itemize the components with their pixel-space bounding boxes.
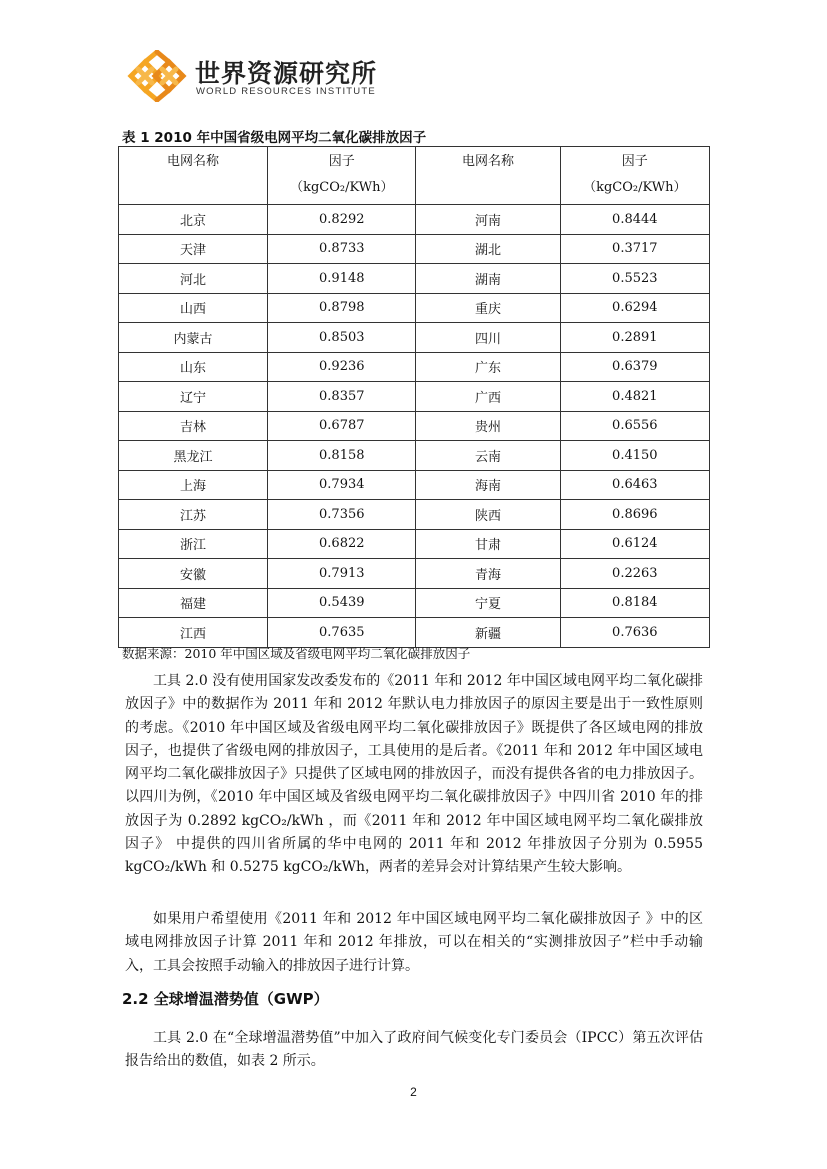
factor-value-a: 0.6787 xyxy=(268,411,416,441)
factor-value-a: 0.9148 xyxy=(268,264,416,294)
factor-value-a: 0.8158 xyxy=(268,441,416,471)
table-row xyxy=(119,293,710,323)
factor-value-a: 0.7356 xyxy=(268,500,416,530)
header-factor-b-label: 因子 xyxy=(621,154,648,169)
wri-logo xyxy=(125,50,378,102)
factor-value-a: 0.8357 xyxy=(268,382,416,412)
header-factor-a-label: 因子 xyxy=(328,154,355,169)
factor-value-a: 0.8798 xyxy=(268,293,416,323)
factor-value-a: 0.7635 xyxy=(268,618,416,648)
grid-name-a: 黑龙江 xyxy=(119,441,268,471)
factor-value-b: 0.6124 xyxy=(560,529,709,559)
factor-value-a: 0.7913 xyxy=(268,559,416,589)
grid-name-a: 北京 xyxy=(119,205,268,235)
body-paragraph-2: 如果用户希望使用《2011 年和 2012 年中国区域电网平均二氧化碳排放因子 》中的区域电网排放因子计算 2011 年和 2012 年排放，可以在相关的“实测排放因子”栏中手动输入，工具会按照手动输入的排放因子进行计算。 xyxy=(125,911,703,974)
grid-name-b: 云南 xyxy=(416,441,560,471)
grid-name-b: 广东 xyxy=(416,352,560,382)
table-row xyxy=(119,618,710,648)
table-row xyxy=(119,411,710,441)
header-factor-a-unit: （kgCO₂/KWh） xyxy=(290,180,394,195)
factor-value-b: 0.8444 xyxy=(560,205,709,235)
grid-name-a: 内蒙古 xyxy=(119,323,268,353)
factor-value-a: 0.5439 xyxy=(268,588,416,618)
table-header-row xyxy=(119,147,710,205)
header-grid-name-b: 电网名称 xyxy=(416,147,560,205)
grid-name-b: 陕西 xyxy=(416,500,560,530)
table-row xyxy=(119,264,710,294)
factor-value-b: 0.6463 xyxy=(560,470,709,500)
grid-name-b: 青海 xyxy=(416,559,560,589)
table-row xyxy=(119,352,710,382)
grid-name-b: 河南 xyxy=(416,205,560,235)
table-row xyxy=(119,205,710,235)
grid-name-b: 海南 xyxy=(416,470,560,500)
table-source-note: 数据来源：2010 年中国区域及省级电网平均二氧化碳排放因子 xyxy=(122,646,471,661)
emission-factor-table xyxy=(118,146,710,648)
section-heading-gwp: 2.2 全球增温潜势值（GWP） xyxy=(122,990,329,1008)
header-grid-name-a: 电网名称 xyxy=(119,147,268,205)
factor-value-b: 0.4150 xyxy=(560,441,709,471)
grid-name-a: 江苏 xyxy=(119,500,268,530)
table-row xyxy=(119,234,710,264)
factor-value-b: 0.7636 xyxy=(560,618,709,648)
factor-value-a: 0.6822 xyxy=(268,529,416,559)
factor-value-a: 0.9236 xyxy=(268,352,416,382)
table-row xyxy=(119,382,710,412)
grid-name-a: 山东 xyxy=(119,352,268,382)
grid-name-a: 上海 xyxy=(119,470,268,500)
table-row xyxy=(119,470,710,500)
body-paragraph-1: 工具 2.0 没有使用国家发改委发布的《2011 年和 2012 年中国区域电网平均二氧化碳排放因子》中的数据作为 2011 年和 2012 年默认电力排放因子的原因主要是出于一致性原则的考虑。《2010 年中国区域及省级电网平均二氧化碳排放因子》既提供了各区域电网的排放因子，也提供了省级电网的排放因子，工具使用的是后者。《2011 年和 2012 年中国区域电网平均二氧化碳排放因子》只提供了区域电网的排放因子，而没有提供各省的电力排放因子。以四川为例，《2010 年中国区域及省级电网平均二氧化碳排放因子》中四川省 2010 年的排放因子为 0.2892 kgCO₂/kWh ，而《2011 年和 2012 年中国区域电网平均二氧化碳排放因子》 中提供的四川省所属的华中电网的 2011 年和 2012 年排放因子分别为 0.5955 kgCO₂/kWh 和 0.5275 kgCO₂/kWh，两者的差异会对计算结果产生较大影响。 xyxy=(125,673,703,876)
org-name-en: WORLD RESOURCES INSTITUTE xyxy=(196,86,376,97)
grid-name-b: 四川 xyxy=(416,323,560,353)
factor-value-b: 0.2891 xyxy=(560,323,709,353)
header-factor-b xyxy=(560,147,709,205)
page-number: 2 xyxy=(410,1085,417,1099)
grid-name-b: 重庆 xyxy=(416,293,560,323)
grid-name-b: 甘肃 xyxy=(416,529,560,559)
grid-name-b: 广西 xyxy=(416,382,560,412)
grid-name-a: 山西 xyxy=(119,293,268,323)
table-row xyxy=(119,441,710,471)
grid-name-b: 新疆 xyxy=(416,618,560,648)
grid-name-a: 安徽 xyxy=(119,559,268,589)
header-factor-b-unit: （kgCO₂/KWh） xyxy=(583,180,687,195)
header-factor-a xyxy=(268,147,416,205)
grid-name-a: 吉林 xyxy=(119,411,268,441)
grid-name-b: 宁夏 xyxy=(416,588,560,618)
grid-name-a: 福建 xyxy=(119,588,268,618)
factor-value-b: 0.5523 xyxy=(560,264,709,294)
factor-value-a: 0.8733 xyxy=(268,234,416,264)
grid-name-a: 河北 xyxy=(119,264,268,294)
table-row xyxy=(119,529,710,559)
factor-value-b: 0.6556 xyxy=(560,411,709,441)
grid-name-b: 湖北 xyxy=(416,234,560,264)
table-row xyxy=(119,588,710,618)
grid-name-a: 浙江 xyxy=(119,529,268,559)
grid-name-b: 贵州 xyxy=(416,411,560,441)
factor-value-b: 0.8696 xyxy=(560,500,709,530)
factor-value-a: 0.8292 xyxy=(268,205,416,235)
org-name-cn: 世界资源研究所 xyxy=(195,59,378,88)
factor-value-a: 0.8503 xyxy=(268,323,416,353)
factor-value-b: 0.4821 xyxy=(560,382,709,412)
factor-value-b: 0.3717 xyxy=(560,234,709,264)
factor-value-b: 0.2263 xyxy=(560,559,709,589)
wri-logo-icon xyxy=(125,50,189,102)
factor-value-a: 0.7934 xyxy=(268,470,416,500)
table-caption: 表 1 2010 年中国省级电网平均二氧化碳排放因子 xyxy=(122,130,427,146)
table-row xyxy=(119,500,710,530)
grid-name-a: 辽宁 xyxy=(119,382,268,412)
body-paragraph-3: 工具 2.0 在“全球增温潜势值”中加入了政府间气候变化专门委员会（IPCC）第五次评估报告给出的数值，如表 2 所示。 xyxy=(125,1030,703,1070)
factor-value-b: 0.6379 xyxy=(560,352,709,382)
factor-value-b: 0.6294 xyxy=(560,293,709,323)
table-row xyxy=(119,559,710,589)
grid-name-a: 江西 xyxy=(119,618,268,648)
table-row xyxy=(119,323,710,353)
factor-value-b: 0.8184 xyxy=(560,588,709,618)
grid-name-b: 湖南 xyxy=(416,264,560,294)
grid-name-a: 天津 xyxy=(119,234,268,264)
